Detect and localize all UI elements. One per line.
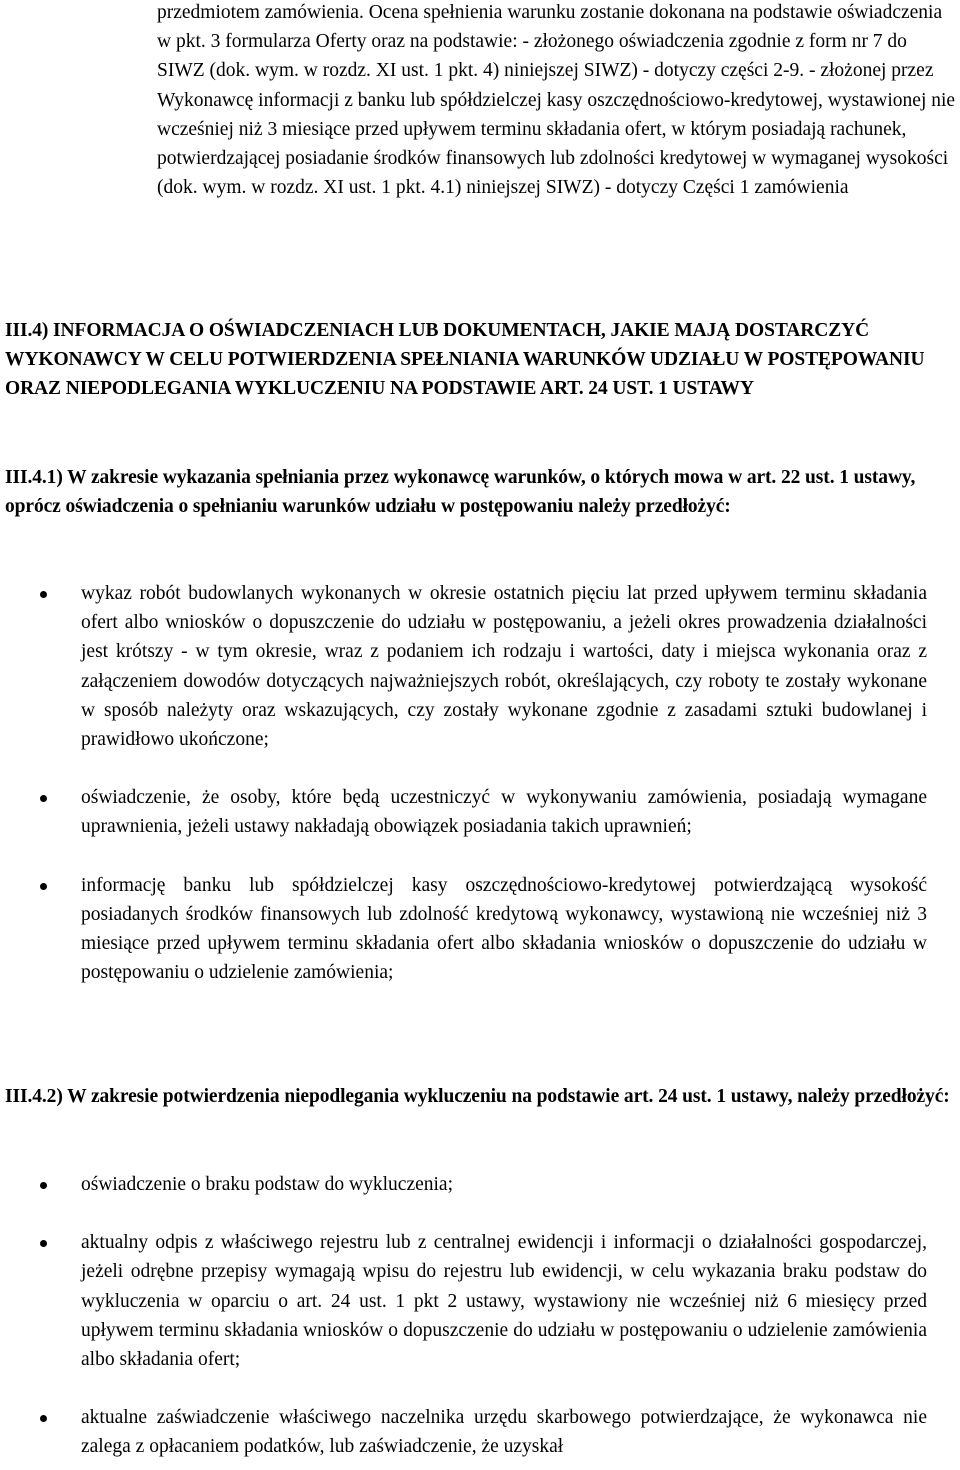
bullet-icon: [40, 883, 47, 890]
list-item-text: oświadczenie, że osoby, które będą uczestniczyć w wykonywaniu zamówienia, posiadają wymagane uprawnienia, jeżeli ustawy nakładają obowiązek posiadania takich uprawnień;: [81, 787, 927, 838]
section-heading-iii42: III.4.2) W zakresie potwierdzenia niepodlegania wykluczeniu na podstawie art. 24 ust. 1 ustawy, należy przedłożyć:: [5, 1086, 950, 1107]
list-item-text: informację banku lub spółdzielczej kasy oszczędnościowo-kredytowej potwierdzającą wysokość posiadanych środków finansowych lub zdolność kredytową wykonawcy, wystawioną nie wcześniej niż 3 miesiące przed upływem terminu składania ofert albo składania wniosków o dopuszczenie do udziału w postępowaniu o udzielenie zamówienia;: [81, 874, 927, 984]
bullet-icon: [40, 1415, 47, 1422]
requirements-list-iii41: [0, 579, 960, 987]
bullet-icon: [40, 1240, 47, 1247]
list-item: [0, 871, 960, 988]
bullet-icon: [40, 591, 47, 598]
list-item-text: aktualny odpis z właściwego rejestru lub z centralnej ewidencji i informacji o działalności gospodarczej, jeżeli odrębne przepisy wymagają wpisu do rejestru lub ewidencji, w celu wykazania braku podstaw do wykluczenia w oparciu o art. 24 ust. 1 pkt 2 ustawy, wystawiony nie wcześniej niż 6 miesięcy przed upływem terminu składania wniosków o dopuszczenie do udziału w postępowaniu o udzielenie zamówienia albo składania ofert;: [81, 1232, 927, 1371]
list-item-text: wykaz robót budowlanych wykonanych w okresie ostatnich pięciu lat przed upływem terminu składania ofert albo wniosków o dopuszczenie do udziału w postępowaniu, a jeżeli okres prowadzenia działalności jest krótszy - w tym okresie, wraz z podaniem ich rodzaju i wartości, daty i miejsca wykonania oraz z załączeniem dowodów dotyczących najważniejszych robót, określających, czy roboty te zostały wykonane w sposób należyty oraz wskazujących, czy zostały wykonane zgodnie z zasadami sztuki budowlanej i prawidłowo ukończone;: [81, 583, 927, 751]
list-item: [0, 579, 960, 754]
section-heading-iii4: III.4) INFORMACJA O OŚWIADCZENIACH LUB DOKUMENTACH, JAKIE MAJĄ DOSTARCZYĆ WYKONAWCY W CELU POTWIERDZENIA SPEŁNIANIA WARUNKÓW UDZIAŁU W POSTĘPOWANIU ORAZ NIEPODLEGANIA WYKLUCZENIU NA PODSTAWIE ART. 24 UST. 1 USTAWY: [5, 320, 925, 400]
bullet-icon: [40, 795, 47, 802]
requirements-list-iii42: [0, 1170, 960, 1462]
list-item: [0, 1228, 960, 1374]
list-item: [0, 1170, 960, 1199]
list-item-text: aktualne zaświadczenie właściwego naczelnika urzędu skarbowego potwierdzające, że wykonawca nie zalega z opłacaniem podatków, lub zaświadczenie, że uzyskał: [81, 1407, 927, 1458]
list-item: [0, 1403, 960, 1461]
list-item: [0, 783, 960, 841]
list-item-text: oświadczenie o braku podstaw do wykluczenia;: [81, 1174, 454, 1195]
intro-paragraph: przedmiotem zamówienia. Ocena spełnienia warunku zostanie dokonana na podstawie oświadczenia w pkt. 3 formularza Oferty oraz na podstawie: - złożonego oświadczenia zgodnie z form nr 7 do SIWZ (dok. wym. w rozdz. XI ust. 1 pkt. 4) niniejszej SIWZ) - dotyczy części 2-9. - złożonej przez Wykonawcę informacji z banku lub spółdzielczej kasy oszczędnościowo-kredytowej, wystawionej nie wcześniej niż 3 miesiące przed upływem terminu składania ofert, w którym posiadają rachunek, potwierdzającej posiadanie środków finansowych lub zdolności kredytowej w wymaganej wysokości (dok. wym. w rozdz. XI ust. 1 pkt. 4.1) niniejszej SIWZ) - dotyczy Części 1 zamówienia: [157, 2, 956, 199]
bullet-icon: [40, 1182, 47, 1189]
section-heading-iii41: III.4.1) W zakresie wykazania spełniania przez wykonawcę warunków, o których mowa w art. 22 ust. 1 ustawy, oprócz oświadczenia o spełnianiu warunków udziału w postępowaniu należy przedłożyć:: [5, 467, 916, 518]
